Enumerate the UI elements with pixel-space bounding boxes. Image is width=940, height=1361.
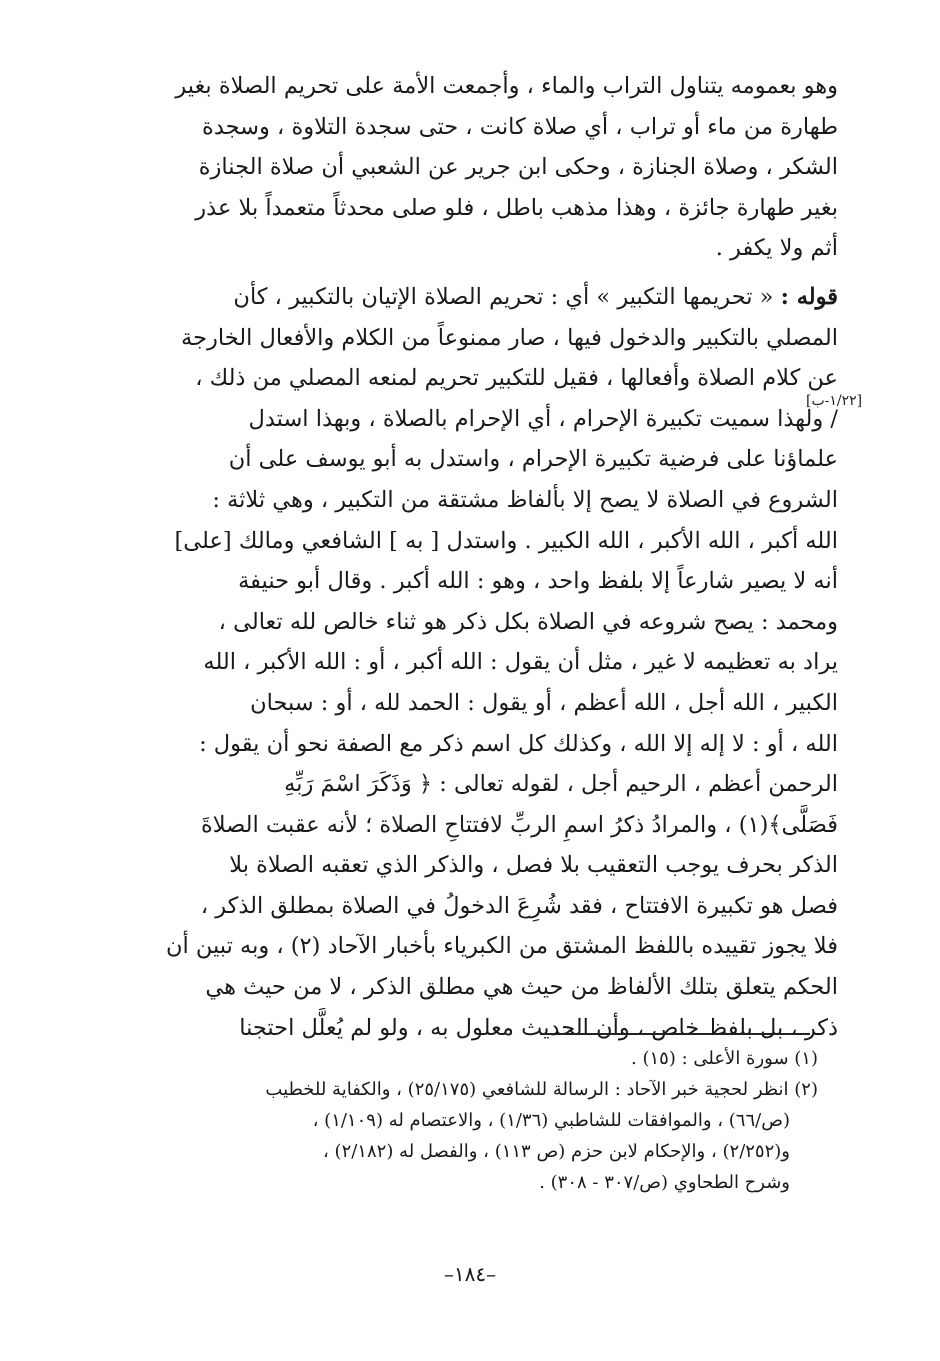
text-line: وهو بعمومه يتناول التراب والماء ، وأجمعت الأمة على تحريم الصلاة بغير	[175, 73, 838, 99]
text-line: بغير طهارة جائزة ، وهذا مذهب باطل ، فلو صلى محدثاً متعمداً بلا عذر	[195, 194, 838, 221]
text-line: الشكر ، وصلاة الجنازة ، وحكى ابن جرير عن الشعبي أن صلاة الجنازة	[198, 154, 838, 181]
body-text	[118, 66, 838, 1048]
footnote-divider	[540, 1033, 810, 1035]
text-line: الذكر بحرف يوجب التعقيب بلا فصل ، والذكر الذي تعقبه الصلاة بلا	[229, 852, 838, 879]
text-line: الله أكبر ، الله الأكبر ، الله الكبير . واستدل [ به ] الشافعي ومالك [على]	[174, 527, 838, 554]
footnote-2-cont: (ص/٦٦) ، والموافقات للشاطبي (١/٣٦) ، والاعتصام له (١/١٠٩) ،	[312, 1110, 790, 1131]
text-line: الشروع في الصلاة لا يصح إلا بألفاظ مشتقة من التكبير ، وهي ثلاثة :	[212, 486, 838, 513]
text-line: ومحمد : يصح شروعه في الصلاة بكل ذكر هو ثناء خالص لله تعالى ،	[218, 608, 838, 635]
footnotes	[118, 1043, 818, 1198]
manuscript-folio-marker: [١/٢٢-ب]	[806, 393, 863, 409]
paragraph-2	[118, 277, 838, 1048]
text-line: الرحمن أعظم ، الرحيم أجل ، لقوله تعالى : ﴿ وَذَكَرَ اسْمَ رَبِّهِ	[284, 771, 838, 798]
text-line: أثم ولا يكفر .	[715, 235, 838, 262]
text-line: المصلي بالتكبير والدخول فيها ، صار ممنوعاً من الكلام والأفعال الخارجة	[181, 324, 838, 351]
footnote-1: (١) سورة الأعلى : (١٥) .	[631, 1048, 818, 1069]
text-line	[118, 277, 838, 318]
footnote-2: (٢) انظر لحجية خبر الآحاد : الرسالة للشافعي (٢٥/١٧٥) ، والكفاية للخطيب	[265, 1079, 818, 1100]
text-line: علماؤنا على فرضية تكبيرة الإحرام ، واستدل به أبو يوسف على أن	[228, 446, 838, 473]
text-line: أنه لا يصير شارعاً إلا بلفظ واحد ، وهو : الله أكبر . وقال أبو حنيفة	[238, 568, 838, 595]
footnote-2-cont: و(٢/٢٥٢) ، والإحكام لابن حزم (ص ١١٣) ، والفصل له (٢/١٨٢) ،	[323, 1141, 790, 1162]
text-line: فلا يجوز تقييده باللفظ المشتق من الكبرياء بأخبار الآحاد (٢) ، وبه تبين أن	[165, 933, 838, 960]
paragraph-1	[118, 66, 838, 269]
text-line: فَصَلَّى﴾(١) ، والمرادُ ذكرُ اسمِ الربِّ لافتتاحِ الصلاة ؛ لأنه عقبت الصلاةَ	[200, 811, 838, 838]
text-line: عن كلام الصلاة وأفعالها ، فقيل للتكبير تحريم لمنعه المصلي من ذلك ،	[195, 365, 838, 392]
footnote-2-cont: وشرح الطحاوي (ص/٣٠٧ - ٣٠٨) .	[539, 1172, 790, 1193]
text-line: / ولهذا سميت تكبيرة الإحرام ، أي الإحرام بالصلاة ، وبهذا استدل	[248, 405, 838, 432]
text-line: ذكر ، بل بلفظ خاص ، وأن الحديث معلول به ، ولو لم يُعلَّل احتجنا	[239, 1014, 838, 1041]
text-line: يراد به تعظيمه لا غير ، مثل أن يقول : الله أكبر ، أو : الله الأكبر ، الله	[203, 649, 838, 676]
text-line: فصل هو تكبيرة الافتتاح ، فقد شُرِعَ الدخولُ في الصلاة بمطلق الذكر ،	[200, 892, 838, 919]
text-span: « تحريمها التكبير » أي : تحريم الصلاة الإتيان بالتكبير ، كأن	[233, 283, 774, 310]
text-line: طهارة من ماء أو تراب ، أي صلاة كانت ، حتى سجدة التلاوة ، وسجدة	[202, 113, 838, 140]
text-line: الله ، أو : لا إله إلا الله ، وكذلك كل اسم ذكر مع الصفة نحو أن يقول :	[199, 730, 838, 757]
text-line: الكبير ، الله أجل ، الله أعظم ، أو يقول : الحمد لله ، أو : سبحان	[250, 689, 838, 716]
page-number: –١٨٤–	[443, 1262, 497, 1286]
bold-lead: قوله :	[780, 283, 838, 310]
text-line: الحكم يتعلق بتلك الألفاظ من حيث هي مطلق الذكر ، لا من حيث هي	[205, 974, 838, 1001]
